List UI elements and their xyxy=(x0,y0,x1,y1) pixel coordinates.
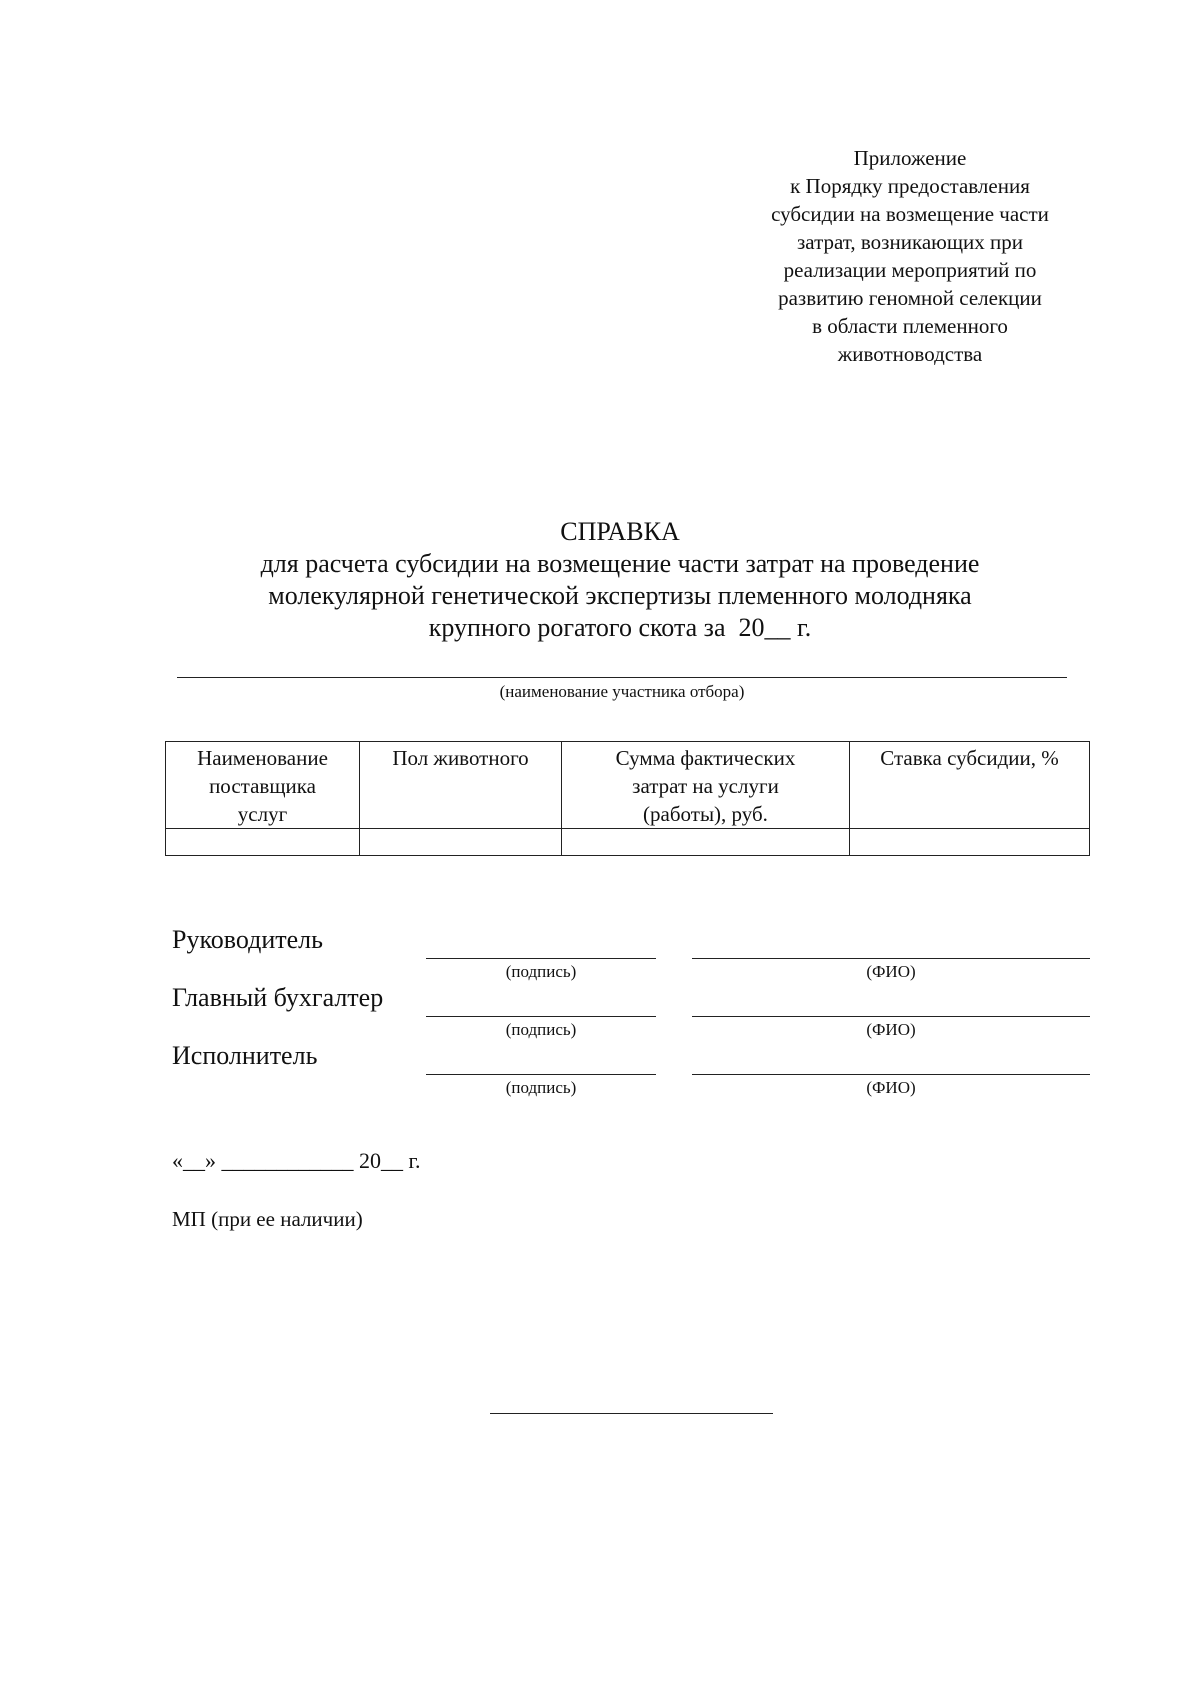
appendix-line: животноводства xyxy=(837,342,983,366)
title-line-3 xyxy=(150,612,1090,644)
header-animal-sex: Пол животного xyxy=(392,746,529,770)
table-header-cell xyxy=(562,742,850,829)
title-line-3-prefix: крупного рогатого скота за xyxy=(428,613,726,642)
data-table xyxy=(165,741,1090,856)
header-supplier: Наименование поставщика услуг xyxy=(197,746,328,826)
signature-label: Исполнитель xyxy=(172,1041,318,1070)
appendix-line: Приложение xyxy=(853,146,967,170)
appendix-line: затрат, возникающих при xyxy=(797,230,1023,254)
appendix-header xyxy=(720,144,1100,368)
title-heading: СПРАВКА xyxy=(560,517,680,546)
table-cell[interactable] xyxy=(166,829,360,856)
table-header-cell xyxy=(360,742,562,829)
appendix-line: реализации мероприятий по xyxy=(783,258,1037,282)
appendix-line: к Порядку предоставления xyxy=(790,174,1030,198)
table-cell[interactable] xyxy=(850,829,1090,856)
signature-line[interactable] xyxy=(426,958,656,959)
table-header-cell xyxy=(850,742,1090,829)
title-line-1: для расчета субсидии на возмещение части затрат на проведение xyxy=(260,549,980,578)
appendix-line: в области племенного xyxy=(812,314,1008,338)
table-cell[interactable] xyxy=(360,829,562,856)
signature-line[interactable] xyxy=(426,1074,656,1075)
table-cell[interactable] xyxy=(562,829,850,856)
participant-caption: (наименование участника отбора) xyxy=(499,682,745,701)
signature-label: Главный бухгалтер xyxy=(172,983,384,1012)
header-rate: Ставка субсидии, % xyxy=(880,746,1059,770)
date-line[interactable]: «__» ____________ 20__ г. xyxy=(172,1148,421,1173)
stamp-note: МП (при ее наличии) xyxy=(172,1207,363,1231)
header-costs: Сумма фактических затрат на услуги (работы), руб. xyxy=(615,746,796,826)
participant-name-line[interactable] xyxy=(177,677,1067,678)
document-title xyxy=(150,516,1090,644)
appendix-line: развитию геномной селекции xyxy=(778,286,1042,310)
appendix-line: субсидии на возмещение части xyxy=(771,202,1049,226)
full-name-caption: (ФИО) xyxy=(866,1020,916,1039)
full-name-line[interactable] xyxy=(692,958,1090,959)
signature-caption: (подпись) xyxy=(505,1020,577,1039)
table-row xyxy=(166,829,1090,856)
signature-line[interactable] xyxy=(426,1016,656,1017)
full-name-caption: (ФИО) xyxy=(866,962,916,981)
table-header-row xyxy=(166,742,1090,829)
title-year: 20__ г. xyxy=(738,613,812,642)
full-name-line[interactable] xyxy=(692,1074,1090,1075)
signature-caption: (подпись) xyxy=(505,962,577,981)
table-header-cell xyxy=(166,742,360,829)
full-name-caption: (ФИО) xyxy=(866,1078,916,1097)
bottom-separator xyxy=(490,1413,773,1414)
signature-label: Руководитель xyxy=(172,925,323,954)
signature-caption: (подпись) xyxy=(505,1078,577,1097)
full-name-line[interactable] xyxy=(692,1016,1090,1017)
title-line-2: молекулярной генетической экспертизы племенного молодняка xyxy=(268,581,972,610)
